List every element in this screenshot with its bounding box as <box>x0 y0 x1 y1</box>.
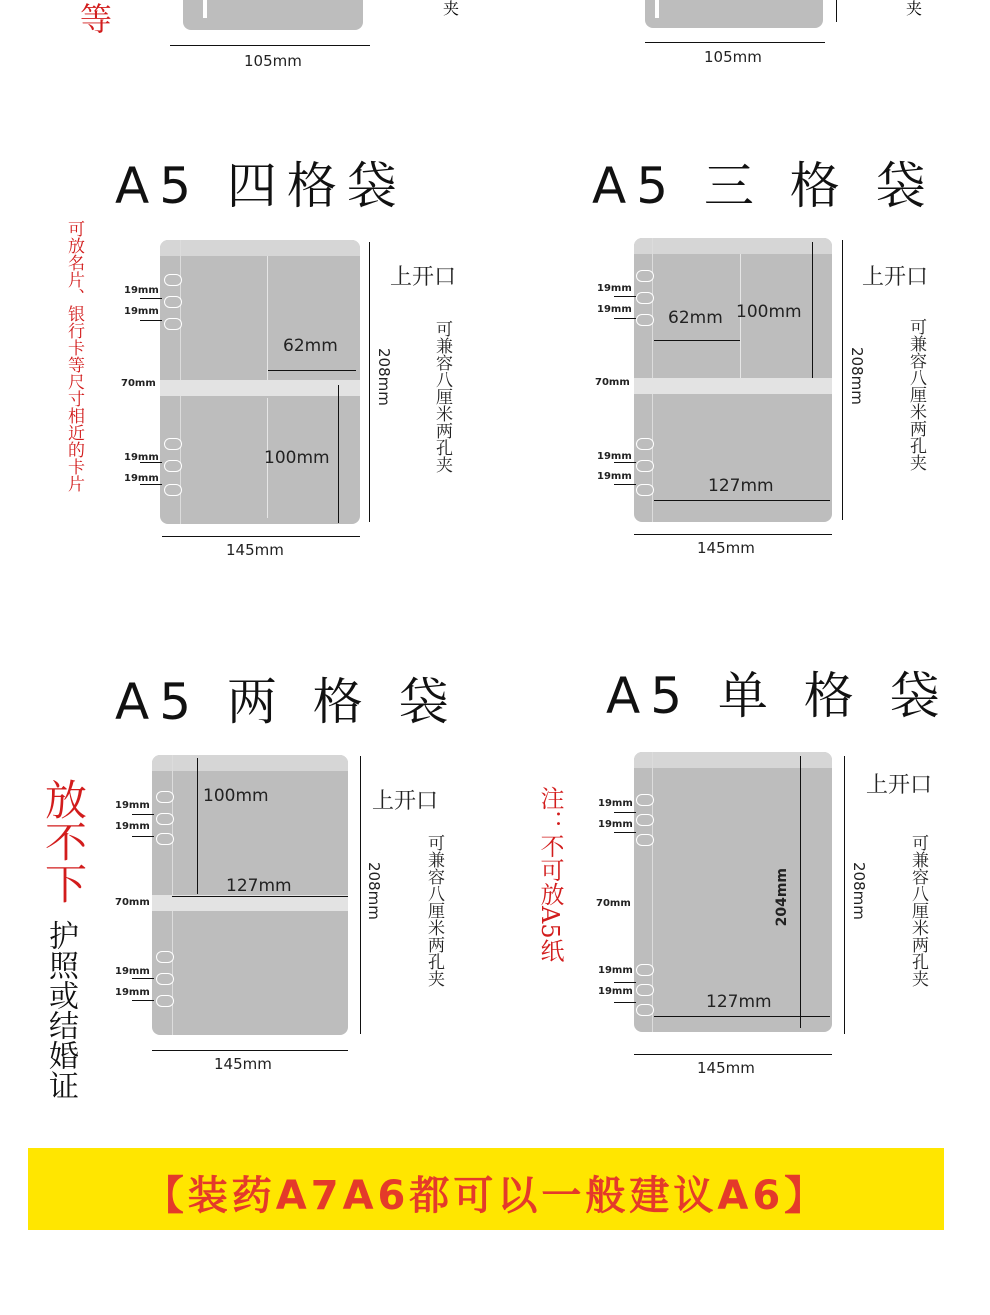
hole-gap-label: 19mm <box>598 965 633 976</box>
top-open-label: 上开口 <box>866 773 933 798</box>
hole-mark <box>614 318 636 319</box>
bottom-width-arrow <box>654 500 830 501</box>
hole-gap-label: 19mm <box>597 471 632 482</box>
height-arrow <box>842 240 843 520</box>
inner-width-arrow <box>172 896 348 897</box>
top-open-label: 上开口 <box>390 265 457 290</box>
side-note-small: 护照或结婚证 <box>43 920 78 1100</box>
top-left-pocket-fragment <box>183 0 363 30</box>
compat-label: 可兼容八厘米两孔夹 <box>908 834 928 987</box>
middle-gap-label: 70mm <box>115 897 150 908</box>
bottom-banner <box>28 1148 944 1230</box>
top-open-label: 上开口 <box>862 265 929 290</box>
inner-height-arrow <box>338 385 339 523</box>
pocket-diagram <box>634 752 832 1032</box>
height-label: 208mm <box>850 862 868 920</box>
hole-gap-label: 19mm <box>124 285 159 296</box>
hole-mark <box>132 814 154 815</box>
inner-width-label: 62mm <box>283 336 338 356</box>
section-title: A5 三 格 袋 <box>592 157 936 215</box>
height-label: 208mm <box>375 348 393 406</box>
top-left-width-arrow <box>170 45 370 46</box>
top-left-width-label: 105mm <box>244 52 302 70</box>
width-label: 145mm <box>226 541 284 559</box>
hole-mark <box>614 982 636 983</box>
top-right-pocket-fragment <box>645 0 823 28</box>
middle-gap-label: 70mm <box>596 898 631 909</box>
hole-gap-label: 19mm <box>115 987 150 998</box>
height-label: 208mm <box>365 862 383 920</box>
inner-width-arrow <box>654 340 740 341</box>
width-label: 145mm <box>697 1059 755 1077</box>
hole-gap-label: 19mm <box>124 306 159 317</box>
compat-label: 可兼容八厘米两孔夹 <box>432 320 452 473</box>
hole-mark <box>614 1002 636 1003</box>
inner-height-label: 204mm <box>774 868 790 927</box>
hole-mark <box>614 462 636 463</box>
inner-width-label: 127mm <box>226 876 292 896</box>
inner-width-label: 127mm <box>706 992 772 1012</box>
compat-label: 可兼容八厘米两孔夹 <box>906 318 926 471</box>
height-arrow <box>844 756 845 1034</box>
top-right-width-arrow <box>645 42 825 43</box>
inner-height-label: 100mm <box>736 302 802 322</box>
hole-gap-label: 19mm <box>597 304 632 315</box>
width-arrow <box>152 1050 348 1051</box>
side-note: 可放名片、银行卡等尺寸相近的卡片 <box>64 220 84 492</box>
height-arrow <box>360 756 361 1034</box>
height-label: 208mm <box>848 347 866 405</box>
middle-gap-label: 70mm <box>121 378 156 389</box>
hole-gap-label: 19mm <box>124 452 159 463</box>
side-note-big: 放不下 <box>39 778 88 904</box>
top-right-height-arrow <box>836 0 837 22</box>
hole-gap-label: 19mm <box>598 986 633 997</box>
top-right-width-label: 105mm <box>704 48 762 66</box>
hole-gap-label: 19mm <box>598 798 633 809</box>
bottom-width-label: 127mm <box>708 476 774 496</box>
top-right-side-char: 夹 <box>906 0 923 18</box>
compat-label: 可兼容八厘米两孔夹 <box>424 834 444 987</box>
hole-gap-label: 19mm <box>115 800 150 811</box>
banner-text: 【装药A7A6都可以一般建议A6】 <box>143 1173 829 1219</box>
width-arrow <box>634 534 832 535</box>
hole-mark <box>614 296 636 297</box>
hole-mark <box>132 978 154 979</box>
section-title: A5 单 格 袋 <box>606 667 950 725</box>
width-label: 145mm <box>697 539 755 557</box>
inner-width-label: 62mm <box>668 308 723 328</box>
hole-mark <box>614 812 636 813</box>
hole-mark <box>132 1000 154 1001</box>
section-title: A5 四格袋 <box>115 157 407 215</box>
hole-gap-label: 19mm <box>598 819 633 830</box>
hole-mark <box>140 320 162 321</box>
top-left-side-char: 夹 <box>443 0 460 18</box>
middle-gap-label: 70mm <box>595 377 630 388</box>
inner-width-arrow <box>268 370 356 371</box>
hole-mark <box>140 298 162 299</box>
width-arrow <box>634 1054 832 1055</box>
hole-mark <box>614 832 636 833</box>
hole-mark <box>614 484 636 485</box>
pocket-diagram <box>160 240 360 524</box>
height-arrow <box>369 242 370 522</box>
section-title: A5 两 格 袋 <box>115 673 459 731</box>
hole-gap-label: 19mm <box>597 283 632 294</box>
inner-height-arrow <box>197 758 198 894</box>
top-open-label: 上开口 <box>372 789 439 814</box>
hole-gap-label: 19mm <box>597 451 632 462</box>
inner-height-arrow <box>800 756 801 1028</box>
width-arrow <box>162 536 360 537</box>
hole-gap-label: 19mm <box>124 473 159 484</box>
inner-height-label: 100mm <box>264 448 330 468</box>
hole-gap-label: 19mm <box>115 821 150 832</box>
inner-width-arrow <box>654 1016 830 1017</box>
hole-mark <box>140 484 162 485</box>
side-note: 注：不可放A5纸 <box>536 786 564 963</box>
width-label: 145mm <box>214 1055 272 1073</box>
hole-mark <box>132 836 154 837</box>
top-left-red-char: 等 <box>80 0 113 38</box>
inner-height-label: 100mm <box>203 786 269 806</box>
hole-gap-label: 19mm <box>115 966 150 977</box>
inner-height-arrow <box>812 242 813 378</box>
